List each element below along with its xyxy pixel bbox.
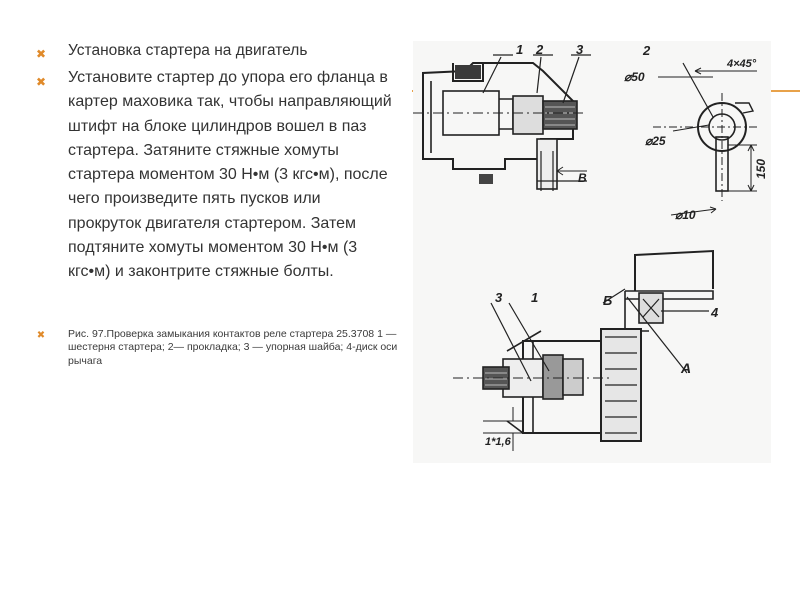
figure-caption-text: Рис. 97.Проверка замыкания контактов реле стартера 25.3708 1 — шестерня стартера; 2— прокладка; 3 — упорная шайба; 4-диск оси рычага — [68, 327, 398, 367]
top-assembly-drawing — [413, 55, 591, 191]
technical-drawing — [413, 41, 771, 463]
bottom-label-1: 1 — [531, 290, 539, 305]
bottom-label-B: Б — [603, 293, 613, 308]
top-label-3: 3 — [576, 42, 584, 57]
bottom-label-4: 4 — [711, 305, 719, 320]
bullet-list — [36, 40, 398, 368]
bottom-label-3: 3 — [495, 290, 503, 305]
top-label-2: 2 — [536, 42, 544, 57]
bottom-label-A: А — [681, 360, 692, 376]
d25-label: ⌀25 — [645, 134, 666, 148]
d10-label: ⌀10 — [675, 208, 696, 222]
bullet-title — [36, 40, 398, 62]
x-mark-bullet-icon: ✖ — [36, 329, 46, 341]
bullet-body-text: Установите стартер до упора его фланца в картер маховика так, чтобы направляющий штифт на блоке цилиндров вошел в паз стартера. Затяните стяжные хомуты стартера моментом 30 Н•м (3 кгс•м), после чего произведите пять пусков или прокруток двигателя стартером. Затем подтяните хомуты моментом 30 Н•м (3 кгс•м) и законтрите стяжные болты. — [68, 69, 392, 281]
right-label-2: 2 — [643, 43, 651, 58]
bullet-body — [36, 66, 398, 285]
dim-label-B: В — [578, 171, 587, 185]
top-label-1: 1 — [516, 42, 524, 57]
starter-diagram-figure — [413, 41, 771, 463]
d50-label: ⌀50 — [624, 70, 645, 84]
x-mark-bullet-icon: ✖ — [36, 75, 47, 89]
bullet-caption — [36, 328, 398, 369]
x-mark-bullet-icon: ✖ — [36, 47, 47, 61]
washer-detail-drawing — [653, 63, 758, 215]
gap-label: 1*1,6 — [485, 436, 511, 448]
bullet-title-text: Установка стартера на двигатель — [68, 42, 308, 59]
chamfer-label: 4×45° — [727, 58, 757, 70]
dim-150-label: 150 — [754, 158, 768, 179]
bottom-assembly-drawing — [453, 251, 713, 451]
